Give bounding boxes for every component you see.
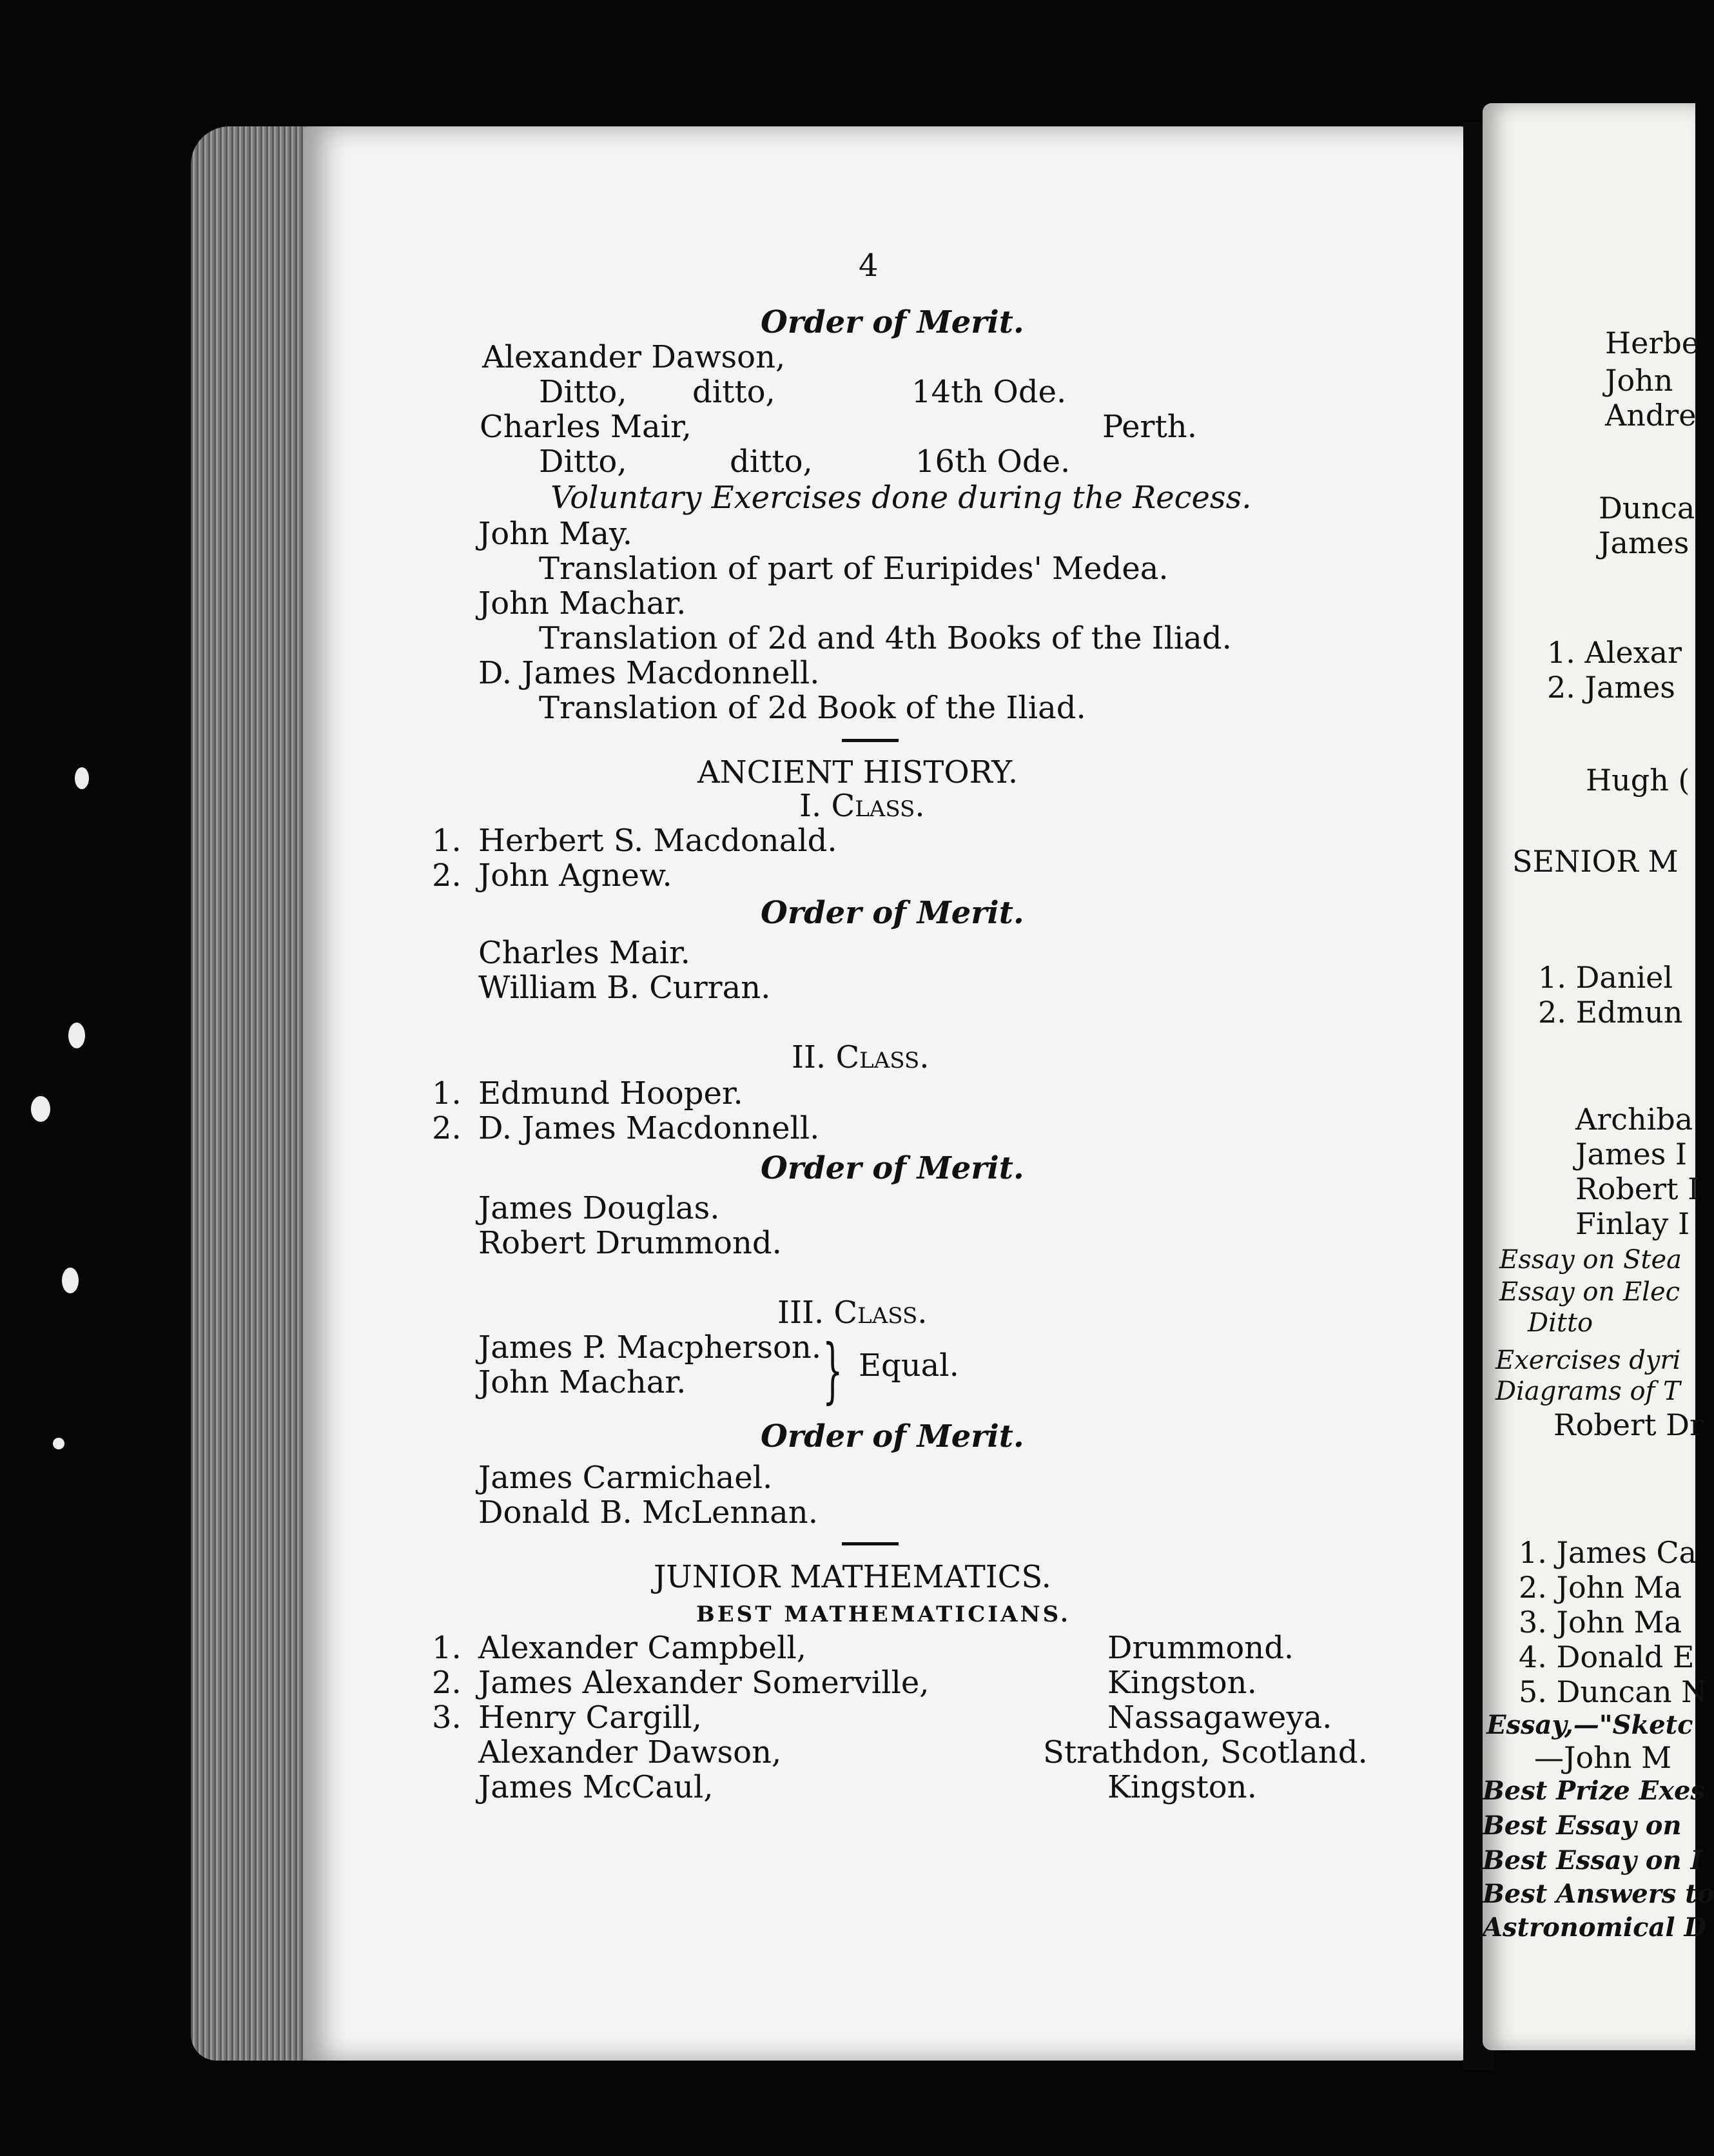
dust-speck [53,1438,64,1449]
fragment-line: Robert I [1575,1171,1700,1206]
entry-name: William B. Curran. [478,970,771,1006]
place-text: Perth. [1102,409,1197,445]
best-mathematicians-subheading: BEST MATHEMATICIANS. [696,1602,1071,1627]
dust-speck [75,767,89,789]
fragment-line: Dunca [1599,491,1695,525]
class-heading: I. Class. [799,788,925,824]
fragment-line: 4. Donald E [1519,1640,1695,1674]
fragment-line: Robert Dr [1553,1407,1704,1442]
place-text: Kingston. [1107,1769,1257,1805]
dust-speck [68,1023,85,1048]
fragment-line: Best Answers to [1483,1879,1714,1909]
entry-alexander-dawson: Alexander Dawson, [482,339,786,375]
fragment-line: Best Essay on I [1483,1845,1703,1876]
fragment-line: Archiba [1575,1102,1693,1137]
translation-text: Translation of 2d Book of the Iliad. [539,690,1086,726]
voluntary-exercises-heading: Voluntary Exercises done during the Recess. [550,480,1252,516]
fragment-line: Essay on Elec [1499,1277,1680,1307]
fragment-line: Best Prize Exes [1483,1776,1705,1806]
fragment-line: Andre [1605,398,1697,433]
fragment-line: 5. Duncan N [1519,1674,1708,1709]
entry-name: James Carmichael. [478,1460,773,1496]
entry-name: James P. Macpherson. [478,1329,822,1366]
entry-name: Robert Drummond. [478,1225,782,1261]
ditto-text: Ditto, [539,374,627,410]
entry-name: Herbert S. Macdonald. [478,823,837,859]
junior-mathematics-heading: JUNIOR MATHEMATICS. [654,1559,1051,1595]
fragment-line: 1. James Ca [1519,1535,1697,1570]
rank-number: 1. [432,1630,462,1666]
equal-brace: } [823,1329,843,1411]
fragment-line: Essay on Stea [1499,1245,1682,1275]
equal-label: Equal. [859,1348,959,1384]
fragment-line: 3. John Ma [1519,1605,1682,1640]
place-text: Nassagaweya. [1107,1700,1332,1736]
ode-text: 14th Ode. [911,374,1067,410]
fragment-line: James [1599,525,1690,560]
translation-text: Translation of part of Euripides' Medea. [539,551,1169,587]
fragment-line: Ditto [1528,1308,1593,1338]
fragment-line: 2. Edmun [1538,995,1683,1030]
place-text: Strathdon, Scotland. [1043,1734,1368,1770]
rank-number: 2. [432,858,462,894]
fragment-line: James I [1575,1137,1688,1171]
place-text: Kingston. [1107,1665,1257,1701]
fragment-line: John [1605,363,1673,398]
fragment-line: Essay,—"Sketc [1486,1710,1693,1740]
fragment-line: Herbe [1605,326,1699,360]
fragment-line: 1. Daniel [1538,960,1673,995]
entry-name: Edmund Hooper. [478,1075,743,1112]
entry-james-macdonnell: D. James Macdonnell. [478,655,820,691]
fragment-line: Diagrams of T [1495,1377,1680,1406]
ode-text: 16th Ode. [915,444,1071,480]
entry-name: John Agnew. [478,858,672,894]
dust-speck [31,1096,50,1122]
fragment-line: 2. James [1547,670,1675,705]
left-page [303,126,1470,2061]
order-of-merit-heading: Order of Merit. [761,895,1024,931]
section-divider [842,1542,899,1545]
entry-john-may: John May. [478,516,632,552]
order-of-merit-heading: Order of Merit. [761,304,1024,340]
ditto-text: Ditto, [539,444,627,480]
fragment-line: Finlay I [1575,1206,1690,1241]
order-of-merit-heading: Order of Merit. [761,1418,1024,1455]
ditto-text: ditto, [692,374,775,410]
fragment-line: Best Essay on [1483,1810,1682,1841]
rank-number: 3. [432,1700,462,1736]
entry-name: James Douglas. [478,1190,720,1226]
entry-name: James McCaul, [478,1769,714,1805]
place-text: Drummond. [1107,1630,1294,1666]
fragment-line: Exercises dyri [1495,1346,1681,1375]
entry-name: James Alexander Somerville, [478,1665,930,1701]
rank-number: 2. [432,1665,462,1701]
ditto-text: ditto, [730,444,813,480]
entry-name: John Machar. [478,1364,687,1400]
entry-john-machar: John Machar. [478,585,687,622]
class-heading: II. Class. [792,1039,930,1075]
entry-name: Charles Mair. [478,935,690,971]
fragment-line: Hugh ( [1586,763,1690,798]
rank-number: 1. [432,823,462,859]
dust-speck [62,1268,79,1293]
entry-name: Alexander Dawson, [478,1734,782,1770]
fragment-line: 1. Alexar [1547,635,1682,670]
rank-number: 2. [432,1110,462,1146]
fragment-line: Astronomical D [1483,1912,1707,1943]
ancient-history-heading: ANCIENT HISTORY. [697,754,1018,790]
entry-charles-mair: Charles Mair, [480,409,692,445]
entry-name: D. James Macdonnell. [478,1110,820,1146]
right-page-fragment [1483,103,1714,2050]
fragment-line: SENIOR M [1512,844,1679,879]
entry-name: Donald B. McLennan. [478,1494,818,1531]
section-divider [842,739,899,742]
page-number: 4 [859,248,879,284]
fragment-line: —John M [1534,1740,1672,1775]
order-of-merit-heading: Order of Merit. [761,1150,1024,1186]
class-heading: III. Class. [777,1295,928,1331]
entry-name: Henry Cargill, [478,1700,702,1736]
rank-number: 1. [432,1075,462,1112]
fragment-line: 2. John Ma [1519,1570,1682,1605]
translation-text: Translation of 2d and 4th Books of the Iliad. [539,620,1232,656]
entry-name: Alexander Campbell, [478,1630,807,1666]
